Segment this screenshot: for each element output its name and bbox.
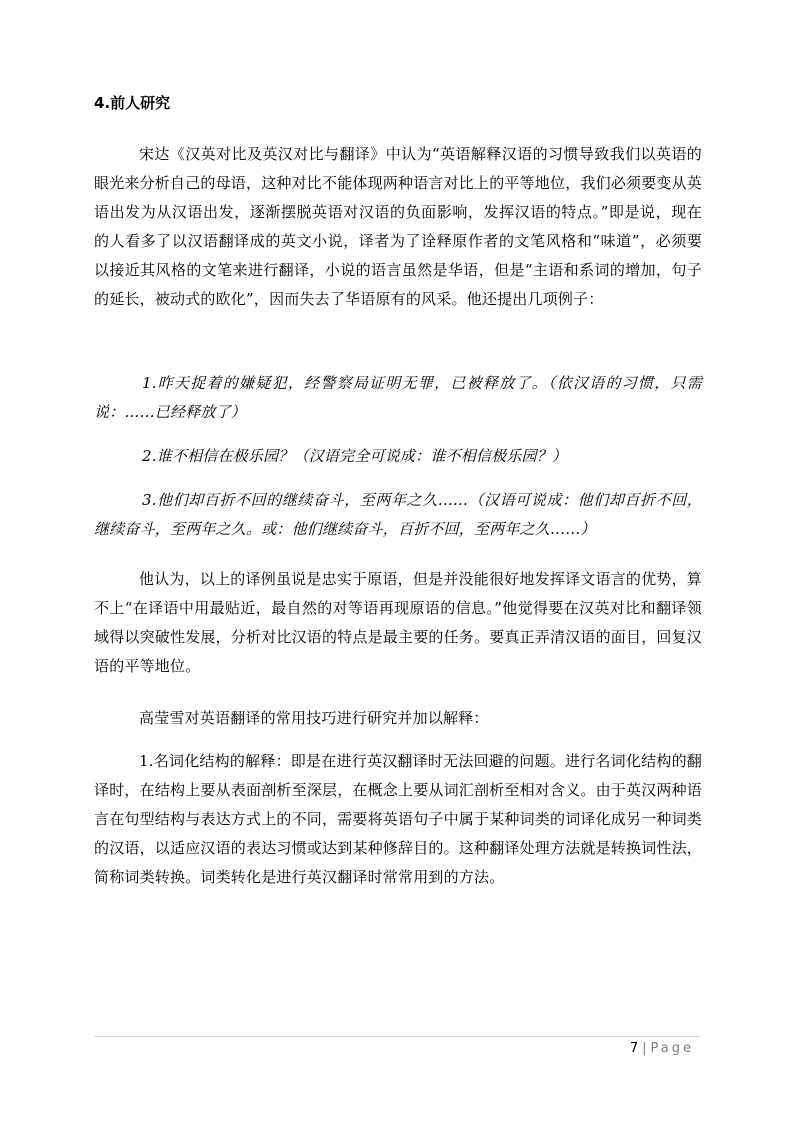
paragraph-analysis: 他认为，以上的译例虽说是忠实于原语，但是并没能很好地发挥译文语言的优势，算不上“在译语中用最贴近，最自然的对等语再现原语的信息。”他觉得要在汉英对比和翻译领域得以突破性发展，分析对比汉语的特点是最主要的任务。要真正弄清汉语的面目，回复汉语的平等地位。: [94, 570, 703, 675]
section-heading: 4.前人研究: [94, 94, 171, 112]
paragraph-intro: 宋达《汉英对比及英汉对比与翻译》中认为“英语解释汉语的习惯导致我们以英语的眼光来分析自己的母语，这种对比不能体现两种语言对比上的平等地位，我们必须要变从英语出发为从汉语出发，逐渐摆脱英语对汉语的负面影响，发挥汉语的特点。”即是说，现在的人看多了以汉语翻译成的英文小说，译者为了诠释原作者的文笔风格和“味道”，必须要以接近其风格的文笔来进行翻译，小说的语言虽然是华语，但是“主语和系词的增加，句子的延长，被动式的欧化”，因而失去了华语原有的风采。他还提出几项例子：: [94, 145, 703, 308]
page-label: Page: [650, 1041, 694, 1056]
paragraph-gao: 高莹雪对英语翻译的常用技巧进行研究并加以解释：: [139, 709, 489, 727]
page-footer: [630, 1040, 694, 1058]
footer-separator: |: [642, 1041, 647, 1056]
page-number: 7: [629, 1041, 639, 1056]
footer-divider: [94, 1036, 700, 1037]
paragraph-nominalization: 1.名词化结构的解释：即是在进行英汉翻译时无法回避的问题。进行名词化结构的翻译时，在结构上要从表面剖析至深层，在概念上要从词汇剖析至相对含义。由于英汉两种语言在句型结构与表达方式上的不同，需要将英语句子中属于某种词类的词译化成另一种词类的汉语，以适应汉语的表达习惯或达到某种修辞目的。这种翻译处理方法就是转换词性法，简称词类转换。词类转化是进行英汉翻译时常常用到的方法。: [94, 752, 703, 886]
example-1: 1.昨天捉着的嫌疑犯，经警察局证明无罪，已被释放了。（依汉语的习惯，只需说：……已经释放了）: [94, 374, 702, 421]
example-3: 3.他们却百折不回的继续奋斗，至两年之久……（汉语可说成：他们却百折不回，继续奋斗，至两年之久。或：他们继续奋斗，百折不回，至两年之久……）: [94, 491, 702, 538]
example-2: 2.谁不相信在极乐园？（汉语完全可说成：谁不相信极乐园？）: [142, 447, 568, 465]
